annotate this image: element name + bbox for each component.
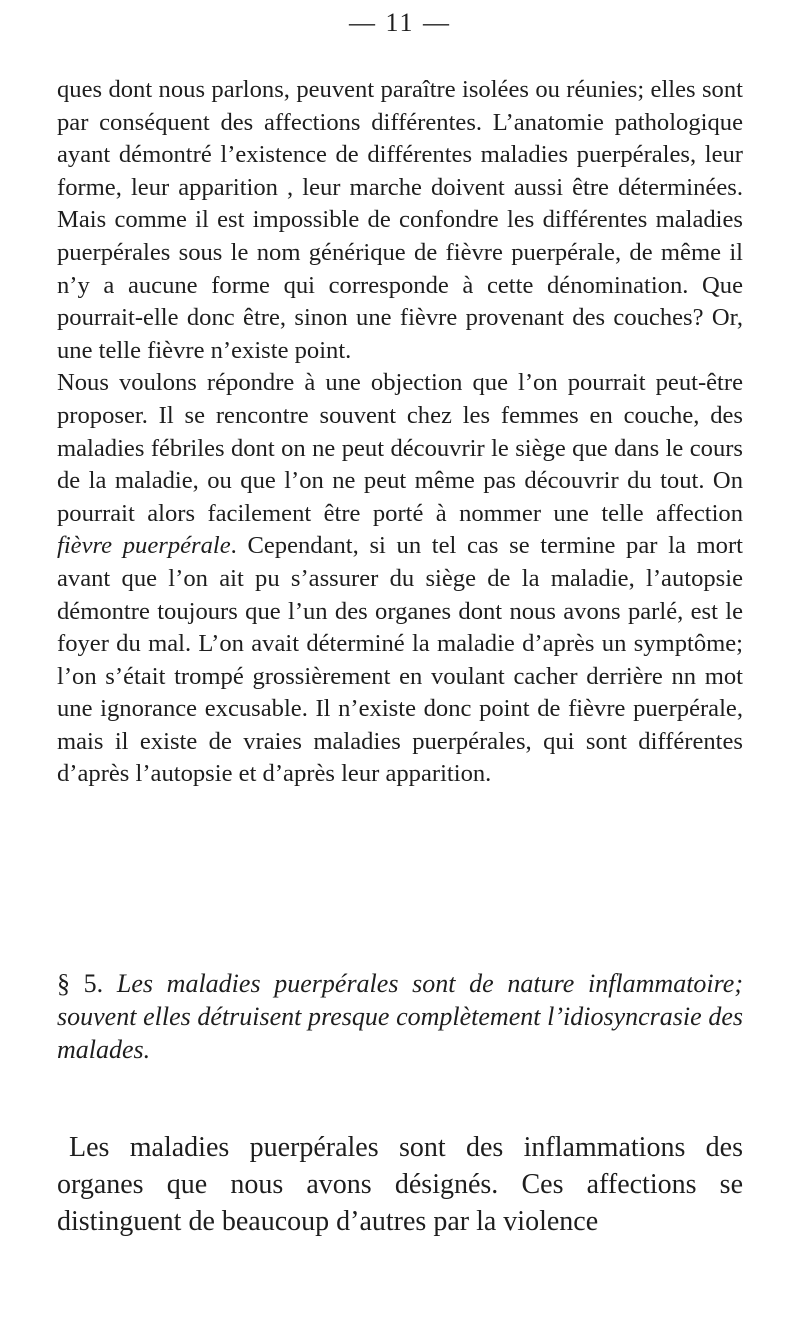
page-number: — 11 —: [348, 8, 452, 37]
section-number: § 5.: [57, 969, 104, 998]
paragraph-2-italic-term: fièvre puerpérale: [57, 532, 231, 560]
section-title: Les maladies puerpérales sont de nature inflammatoire; souvent elles détruisent presque complètement l’idiosyncrasie des malades.: [57, 969, 743, 1064]
paragraph-1: ques dont nous parlons, peuvent paraître isolées ou réunies; elles sont par conséquent des affections différentes. L’anatomie pathologique ayant démontré l’existence de différentes maladies puerpérales, leur forme, leur apparition , leur marche doivent aussi être déterminées. Mais comme il est impossible de confondre les différentes maladies puerpérales sous le nom générique de fièvre puerpérale, de même il n’y a aucune forme qui corresponde à cette dénomination. Que pourrait-elle donc être, sinon une fièvre provenant des couches? Or, une telle fièvre n’existe point.: [57, 76, 743, 364]
paragraph-2-text-a: Nous voulons répondre à une objection que l’on pourrait peut-être proposer. Il se rencontre souvent chez les femmes en couche, des maladies fébriles dont on ne peut découvrir le siège que dans le cours de la maladie, ou que l’on ne peut même pas découvrir du tout. On pourrait alors facilement être porté à nommer une telle affection: [57, 369, 743, 527]
paragraph-3: Les maladies puerpérales sont des inflammations des organes que nous avons désignés. Ces affections se distinguent de beaucoup d’autres par la violence: [57, 1132, 743, 1237]
paragraph-2: [57, 367, 743, 791]
paragraph-2-text-b: . Cependant, si un tel cas se termine par la mort avant que l’on ait pu s’assurer du siège de la maladie, l’autopsie démontre toujours que l’un des organes dont nous avons parlé, est le foyer du mal. L’on avait déterminé la maladie d’après un symptôme; l’on s’était trompé grossièrement en voulant cacher derrière nn mot une ignorance excusable. Il n’existe donc point de fièvre puerpérale, mais il existe de vraies maladies puerpérales, qui sont différentes d’après l’autopsie et d’après leur apparition.: [57, 532, 743, 788]
body-text: [57, 74, 743, 791]
section-heading: [57, 967, 743, 1066]
